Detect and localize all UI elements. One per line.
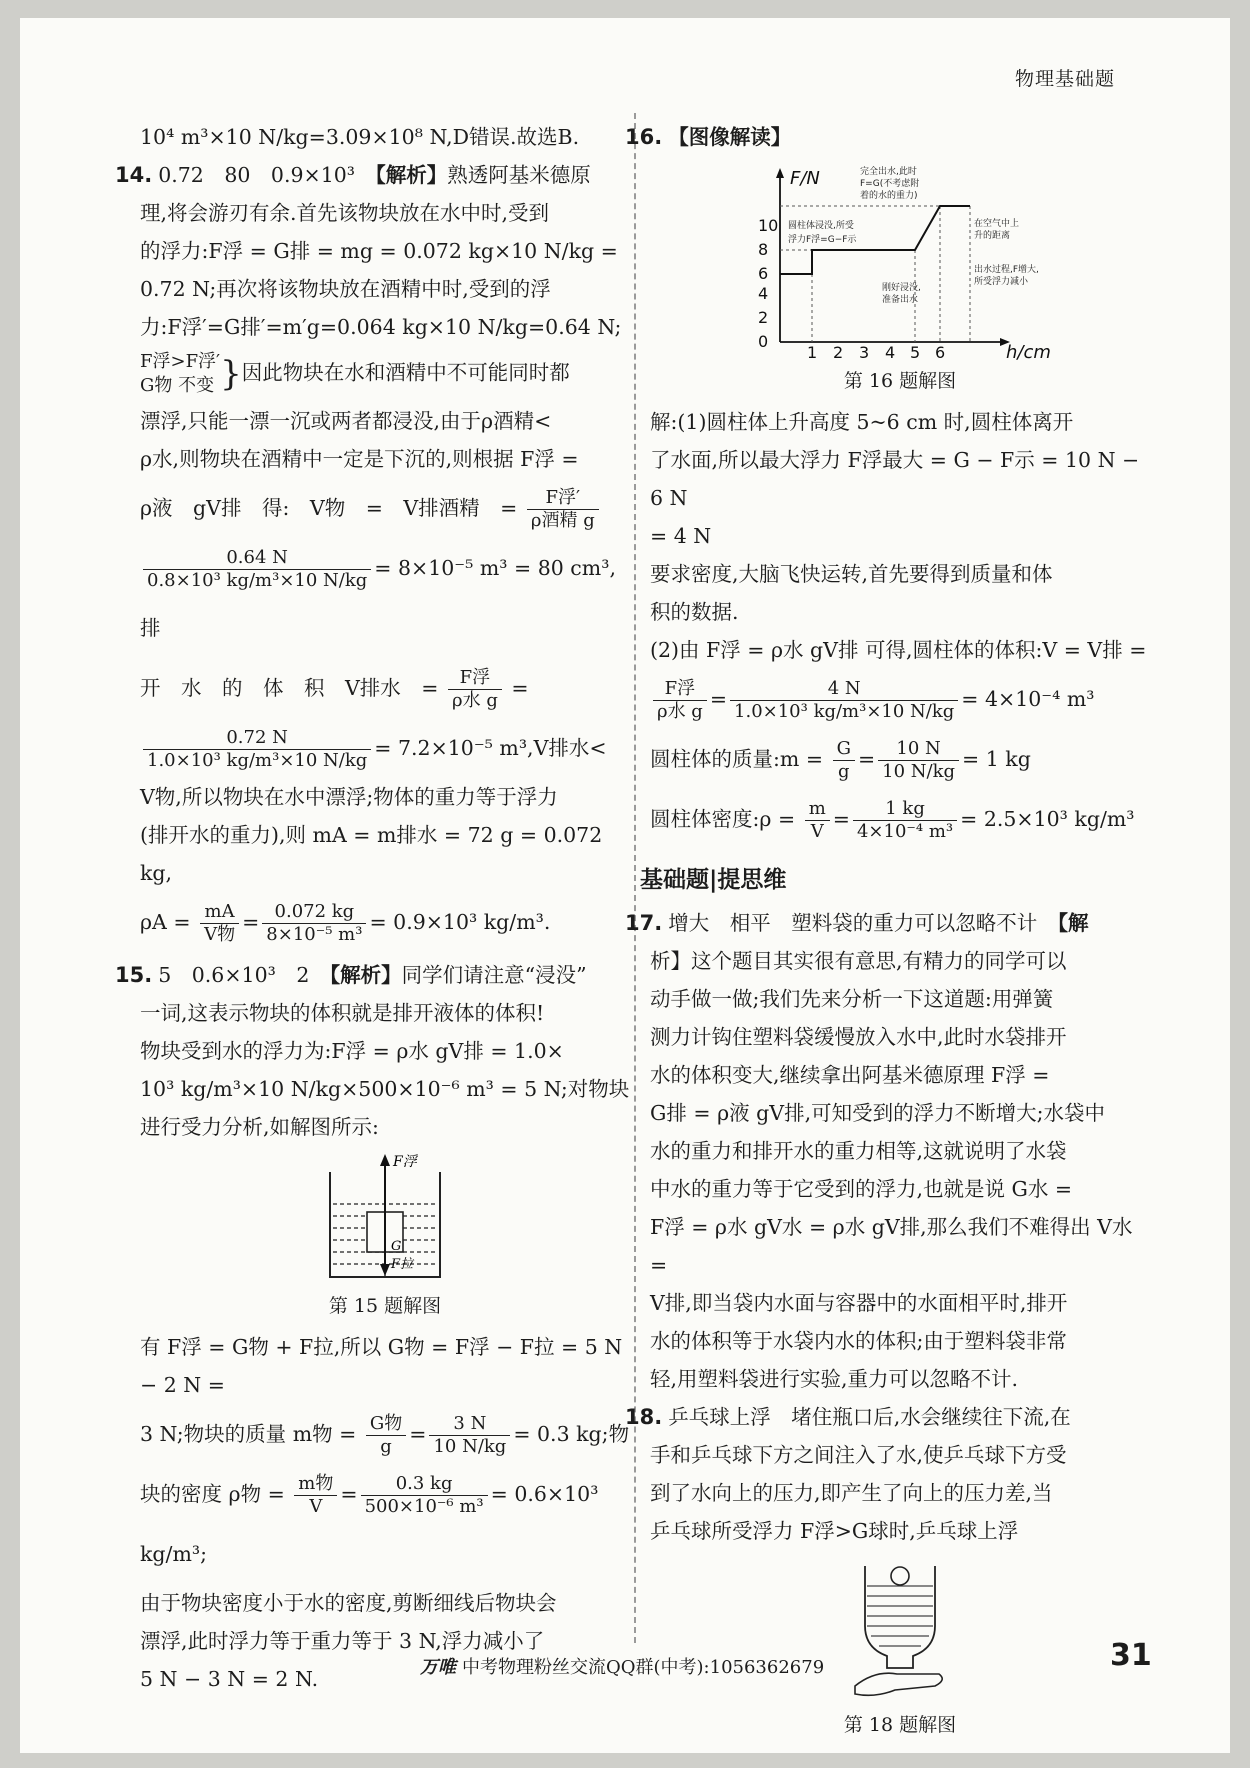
q14-tag: 【解析】 bbox=[375, 163, 448, 187]
q15-line-0: 同学们请注意“浸没” bbox=[401, 963, 587, 987]
graph-ylabel: F/N bbox=[790, 168, 820, 189]
q16-sol-line: 了水面,所以最大浮力 F浮最大 = G − F示 = 10 N − 6 N bbox=[650, 448, 1140, 510]
graph-xtick: 6 bbox=[935, 343, 946, 362]
q17-line: 水的体积变大,继续拿出阿基米德原理 F浮 = bbox=[650, 1063, 1050, 1087]
page bbox=[20, 18, 1230, 1753]
q15-eq-mass: 3 N;物块的质量 m物 = $\frac{\text{G物}}{g}$ = $\frac{3 N}{10 N/kg}$ = 0.3 kg;物 bbox=[140, 1413, 630, 1457]
q15-eq-density: 块的密度 ρ物 = $\frac{\text{m物}}{V}$ = $\frac{0.3 kg}{\text{500×10⁻⁶ m³}}$ = 0.6×10³ kg/m³; bbox=[140, 1473, 599, 1566]
graph-ann4: 圆柱体浸没,所受 bbox=[788, 221, 854, 231]
q15-eq-density-fraction-1: $\frac{\text{m物}}{V}$ bbox=[294, 1473, 337, 1518]
q14-eq2 bbox=[140, 538, 630, 658]
q14-eq3 bbox=[140, 658, 630, 718]
q15-line: 漂浮,此时浮力等于重力等于 3 N,浮力减小了 bbox=[140, 1629, 545, 1653]
graph-ann10: 刚好浸没, bbox=[882, 283, 921, 293]
q14-eq4-fraction: $\frac{0.72 N}{\text{1.0×10³ kg/m³×10 N/kg}}$ bbox=[143, 727, 371, 772]
q14-eq5-left: ρA = bbox=[140, 910, 191, 934]
q14-eq3-fraction: $\frac{\text{F浮}}{\text{ρ水 g}}$ bbox=[448, 667, 502, 712]
fig15-label-pull: F拉 bbox=[391, 1257, 414, 1272]
q15-eq-density-right: = 0.6×10³ kg/m³; bbox=[140, 1482, 599, 1566]
q16-sol-line: = 4 N bbox=[650, 524, 712, 548]
q17-line: 轻,用塑料袋进行实验,重力可以忽略不计. bbox=[650, 1367, 1019, 1391]
q15-eq-mass-fraction-2: $\frac{3 N}{10 N/kg}$ bbox=[429, 1413, 510, 1458]
pingpong-ball bbox=[891, 1567, 909, 1585]
q16-eq-density-fraction-2: $\frac{1 kg}{\text{4×10⁻⁴ m³}}$ bbox=[853, 798, 957, 843]
graph-ann5: 浮力F浮=G−F示 bbox=[788, 235, 857, 245]
q14-eq5-right: = 0.9×10³ kg/m³. bbox=[369, 910, 551, 934]
buoyancy-arrowhead bbox=[380, 1154, 390, 1166]
graph-ann11: 准备出水 bbox=[882, 295, 919, 305]
q15-number: 15. bbox=[115, 963, 153, 987]
q17-tag: 【解 bbox=[1057, 911, 1089, 935]
q14-eq2-right: = 8×10⁻⁵ m³ = 80 cm³,排 bbox=[140, 556, 616, 640]
q15-caption: 第 15 题解图 bbox=[328, 1295, 442, 1317]
q16-sol-line: 解:(1)圆柱体上升高度 5~6 cm 时,圆柱体离开 bbox=[650, 410, 1074, 434]
graph-ann1: 完全出水,此时 bbox=[860, 167, 917, 177]
q14-eq5-fraction-2: $\frac{0.072 kg}{\text{8×10⁻⁵ m³}}$ bbox=[262, 901, 366, 946]
q14-line: ρ水,则物块在酒精中一定是下沉的,则根据 F浮 = bbox=[140, 447, 579, 471]
graph-yticks bbox=[758, 216, 778, 351]
q14-eq1 bbox=[140, 478, 630, 538]
q15-first-line bbox=[115, 956, 630, 994]
graph-ann7: 升的距离 bbox=[974, 231, 1011, 241]
graph-xticks bbox=[807, 343, 945, 362]
q14-line: 的浮力:F浮 = G排 = mg = 0.072 kg×10 N/kg = bbox=[140, 239, 618, 263]
graph-xtick: 3 bbox=[859, 343, 870, 362]
graph-ytick: 0 bbox=[758, 332, 769, 351]
q15-line: 物块受到水的浮力为:F浮 = ρ水 gV排 = 1.0× bbox=[140, 1039, 564, 1063]
q16-number: 16. bbox=[625, 125, 663, 149]
graph-xtick: 5 bbox=[910, 343, 921, 362]
q14-eq5: ρA = $\frac{mA}{\text{V物}}$ = $\frac{0.072 kg}{\text{8×10⁻⁵ m³}}$ = 0.9×10³ kg/m³. bbox=[140, 901, 551, 945]
q15-figure bbox=[315, 1152, 455, 1287]
q16-eq-density-fraction-1: $\frac{m}{V}$ bbox=[805, 798, 830, 843]
q15-eq-mass-fraction-1: $\frac{\text{G物}}{g}$ bbox=[366, 1413, 406, 1458]
q17-line: 动手做一做;我们先来分析一下这道题:用弹簧 bbox=[650, 987, 1054, 1011]
q14-eq4-right: = 7.2×10⁻⁵ m³,V排水< bbox=[374, 736, 607, 760]
q16-sol2: (2)由 F浮 = ρ水 gV排 可得,圆柱体的体积:V = V排 = bbox=[650, 638, 1147, 662]
graph-ytick: 4 bbox=[758, 284, 769, 303]
q14-eq2-fraction: $\frac{0.64 N}{\text{0.8×10³ kg/m³×10 N/kg}}$ bbox=[143, 547, 371, 592]
q15-line: 5 N − 3 N = 2 N. bbox=[140, 1667, 319, 1691]
q15-answer: 5 0.6×10³ 2 bbox=[158, 963, 310, 987]
q16-eq-density-left: 圆柱体密度:ρ = bbox=[650, 807, 796, 831]
q14-line: V物,所以物块在水中漂浮;物体的重力等于浮力 bbox=[140, 785, 558, 809]
bottle-water bbox=[867, 1586, 933, 1646]
q17-line: 中水的重力等于它受到的浮力,也就是说 G水 = bbox=[650, 1177, 1073, 1201]
q16-caption: 第 16 题解图 bbox=[843, 370, 957, 392]
q15-line: 10³ kg/m³×10 N/kg×500×10⁻⁶ m³ = 5 N;对物块 bbox=[140, 1077, 630, 1101]
section-title: 基础题|提思维 bbox=[640, 867, 787, 893]
q15-line-after: 有 F浮 = G物 + F拉,所以 G物 = F浮 − F拉 = 5 N − 2 N = bbox=[140, 1335, 623, 1397]
page-number: 31 bbox=[1110, 1638, 1152, 1673]
graph-xlabel: h/cm bbox=[1006, 342, 1051, 362]
q15-line: 一词,这表示物块的体积就是排开液体的体积! bbox=[140, 1001, 545, 1025]
q14-line: (排开水的重力),则 mA = m排水 = 72 g = 0.072 kg, bbox=[140, 823, 603, 885]
hand-shape bbox=[855, 1673, 942, 1695]
graph-ytick: 8 bbox=[758, 240, 769, 259]
footer bbox=[420, 1653, 824, 1679]
q14-line: 力:F浮′=G排′=m′g=0.064 kg×10 N/kg=0.64 N; bbox=[140, 315, 622, 339]
q14-line: 0.72 N;再次将该物块放在酒精中时,受到的浮 bbox=[140, 277, 551, 301]
graph-ytick: 6 bbox=[758, 264, 769, 283]
graph-ann9: 所受浮力减小 bbox=[974, 277, 1029, 287]
q17-number: 17. bbox=[625, 911, 663, 935]
q16-eq-volume-fraction-2: $\frac{4 N}{\text{1.0×10³ kg/m³×10 N/kg}}$ bbox=[730, 678, 958, 723]
q17-line: F浮 = ρ水 gV水 = ρ水 gV排,那么我们不难得出 V水 = bbox=[650, 1215, 1133, 1277]
q18-line: 到了水向上的压力,即产生了向上的压力差,当 bbox=[650, 1481, 1053, 1505]
q16-eq-mass-fraction-1: $\frac{G}{g}$ bbox=[833, 738, 855, 783]
q14-eq1-left: ρ液 gV排 得: V物 = V排酒精 = bbox=[140, 496, 518, 520]
q17-line: 析】这个题目其实很有意思,有精力的同学可以 bbox=[650, 949, 1067, 973]
fig15-label-f: F浮 bbox=[393, 1154, 417, 1170]
graph-y-arrowhead bbox=[776, 168, 784, 178]
graph-ann2: F=G(不考虑附 bbox=[860, 179, 920, 189]
graph-ann3: 着的水的重力) bbox=[860, 191, 918, 201]
q16-eq-mass-left: 圆柱体的质量:m = bbox=[650, 747, 824, 771]
footer-text: 中考物理粉丝交流QQ群(中考):1056362679 bbox=[462, 1657, 825, 1678]
q16-eq-mass-right: = 1 kg bbox=[962, 747, 1031, 771]
graph-ytick: 10 bbox=[758, 216, 779, 235]
graph-xtick: 4 bbox=[885, 343, 896, 362]
q16-eq-mass: 圆柱体的质量:m = $\frac{G}{g}$ = $\frac{10 N}{10 N/kg}$ = 1 kg bbox=[650, 738, 1031, 782]
q14-eq5-fraction-1: $\frac{mA}{\text{V物}}$ bbox=[200, 901, 239, 946]
continued-line: 10⁴ m³×10 N/kg=3.09×10⁸ N,D错误.故选B. bbox=[140, 125, 580, 149]
graph-ann6: 在空气中上 bbox=[974, 219, 1020, 229]
q14-line: 理,将会游刃有余.首先该物块放在水中时,受到 bbox=[140, 201, 550, 225]
q15-eq-density-fraction-2: $\frac{0.3 kg}{\text{500×10⁻⁶ m³}}$ bbox=[361, 1473, 488, 1518]
q16-sol-line: 要求密度,大脑飞快运转,首先要得到质量和体 bbox=[650, 562, 1053, 586]
q15-line: 进行受力分析,如解图所示: bbox=[140, 1115, 379, 1139]
q14-brace-bottom: G物 不变 bbox=[140, 375, 215, 396]
q15-tag: 【解析】 bbox=[329, 963, 402, 987]
left-column bbox=[115, 118, 630, 1698]
q18-first-line bbox=[625, 1398, 1150, 1436]
q14-brace bbox=[140, 350, 220, 398]
header-label: 物理基础题 bbox=[1014, 68, 1115, 90]
q14-answer: 0.72 80 0.9×10³ bbox=[158, 163, 356, 187]
q18-number: 18. bbox=[625, 1405, 663, 1429]
q16-tag: 【图像解读】 bbox=[668, 125, 792, 149]
q16-eq-density: 圆柱体密度:ρ = $\frac{m}{V}$ = $\frac{1 kg}{\text{4×10⁻⁴ m³}}$ = 2.5×10³ kg/m³ bbox=[650, 798, 1135, 842]
q16-sol-line: 积的数据. bbox=[650, 600, 739, 624]
q18-line: 手和乒乓球下方之间注入了水,使乒乓球下方受 bbox=[650, 1443, 1067, 1467]
q17-line: V排,即当袋内水面与容器中的水面相平时,排开 bbox=[650, 1291, 1068, 1315]
q14-line-0: 熟透阿基米德原 bbox=[447, 163, 591, 187]
q16-first-line bbox=[625, 118, 1150, 156]
q14-number: 14. bbox=[115, 163, 153, 187]
graph-ann8: 出水过程,F增大, bbox=[974, 265, 1039, 275]
q15-eq-density-left: 块的密度 ρ物 = bbox=[140, 1482, 285, 1506]
q14-brace-line: F浮>F浮′ G物 不变 }因此物块在水和酒精中不可能同时都 bbox=[140, 351, 570, 396]
q17-line: 水的重力和排开水的重力相等,这就说明了水袋 bbox=[650, 1139, 1067, 1163]
q16-eq-volume-fraction-1: $\frac{\text{F浮}}{\text{ρ水 g}}$ bbox=[653, 678, 707, 723]
graph-ytick: 2 bbox=[758, 308, 769, 327]
q17-first-line bbox=[625, 904, 1150, 942]
q15-eq-mass-left: 3 N;物块的质量 m物 = bbox=[140, 1422, 357, 1446]
q14-first-line bbox=[115, 156, 630, 194]
gravity-arrowhead bbox=[380, 1264, 390, 1276]
q17-answer: 增大 相平 塑料袋的重力可以忽略不计 bbox=[668, 911, 1038, 935]
q18-line: 乒乓球所受浮力 F浮>G球时,乒乓球上浮 bbox=[650, 1519, 1019, 1543]
q15-eq-mass-right: = 0.3 kg;物 bbox=[513, 1422, 630, 1446]
q17-line: G排 = ρ液 gV排,可知受到的浮力不断增大;水袋中 bbox=[650, 1101, 1106, 1125]
q17-line: 测力计钩住塑料袋缓慢放入水中,此时水袋排开 bbox=[650, 1025, 1067, 1049]
q14-eq1-fraction: $\frac{\text{F浮′}}{\text{ρ酒精 g}}$ bbox=[527, 487, 599, 532]
q14-eq3-right: = bbox=[511, 676, 529, 700]
q14-eq3-left: 开 水 的 体 积 V排水 = bbox=[140, 676, 439, 700]
q18-answer: 乒乓球上浮 bbox=[668, 1405, 771, 1429]
q15-line: 由于物块密度小于水的密度,剪断细线后物块会 bbox=[140, 1591, 557, 1615]
fig15-label-g: G bbox=[391, 1239, 402, 1254]
q14-line: 漂浮,只能一漂一沉或两者都浸没,由于ρ酒精< bbox=[140, 409, 552, 433]
q17-line: 水的体积等于水袋内水的体积;由于塑料袋非常 bbox=[650, 1329, 1067, 1353]
q14-brace-top: F浮>F浮′ bbox=[140, 351, 221, 372]
q14-eq4 bbox=[140, 718, 630, 778]
q14-brace-text: 因此物块在水和酒精中不可能同时都 bbox=[241, 360, 570, 385]
q16-graph bbox=[730, 162, 1070, 362]
q16-eq-volume-right: = 4×10⁻⁴ m³ bbox=[961, 687, 1095, 711]
footer-brand-logo: 万唯 bbox=[420, 1657, 456, 1678]
q16-eq-volume: $\frac{\text{F浮}}{\text{ρ水 g}}$ = $\frac{4 N}{\text{1.0×10³ kg/m³×10 N/kg}}$ = 4×10⁻⁴ m³ bbox=[650, 669, 1150, 729]
q16-eq-mass-fraction-2: $\frac{10 N}{10 N/kg}$ bbox=[878, 738, 959, 783]
graph-xtick: 2 bbox=[833, 343, 844, 362]
q18-line-0: 堵住瓶口后,水会继续往下流,在 bbox=[791, 1405, 1071, 1429]
q16-eq-density-right: = 2.5×10³ kg/m³ bbox=[960, 807, 1135, 831]
q18-caption: 第 18 题解图 bbox=[843, 1714, 957, 1736]
q18-figure bbox=[835, 1556, 965, 1706]
graph-xtick: 1 bbox=[807, 343, 818, 362]
